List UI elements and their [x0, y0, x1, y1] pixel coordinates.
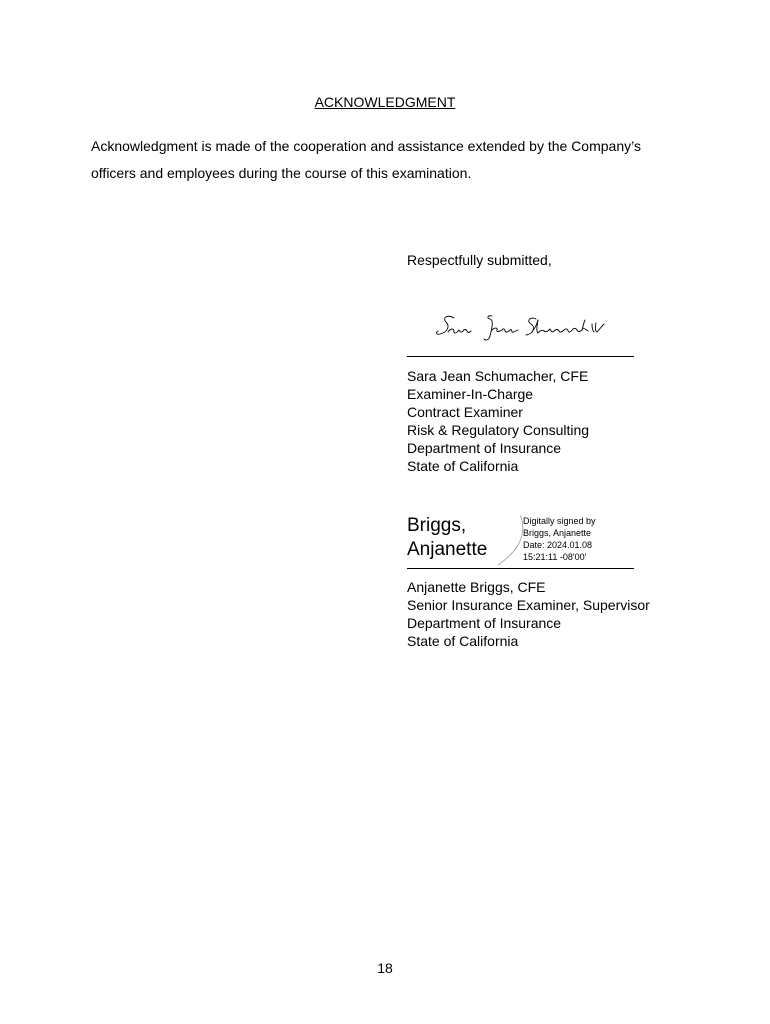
- digital-signature-name: [407, 514, 487, 562]
- acknowledgment-paragraph: [91, 133, 711, 187]
- heading-text: ACKNOWLEDGMENT: [314, 94, 456, 110]
- signer-1-name: Sara Jean Schumacher, CFE: [407, 368, 589, 384]
- closing-text: Respectfully submitted,: [407, 252, 552, 268]
- digital-signature-name-line-2: Anjanette: [407, 539, 488, 560]
- page-heading: [0, 94, 770, 110]
- signer-1-firm: Risk & Regulatory Consulting: [407, 422, 590, 438]
- page-number: 18: [377, 960, 393, 976]
- paragraph-line-1: Acknowledgment is made of the cooperation and assistance extended by the Company’s: [91, 138, 641, 154]
- signer-2-title: Senior Insurance Examiner, Supervisor: [407, 597, 650, 613]
- signature-line-2: [407, 568, 634, 569]
- signer-1-state: State of California: [407, 458, 519, 474]
- signer-2-department: Department of Insurance: [407, 615, 562, 631]
- signer-1-title: Examiner-In-Charge: [407, 386, 534, 402]
- digital-signature-name-line-1: Briggs,: [407, 515, 467, 536]
- signer-2-block: [407, 578, 650, 650]
- signer-2-name: Anjanette Briggs, CFE: [407, 579, 546, 595]
- signature-line-1: [407, 356, 634, 357]
- digital-signature-detail-line: 15:21:11 -08'00': [523, 552, 587, 562]
- digital-signature-detail-line: Date: 2024.01.08: [523, 540, 593, 550]
- handwritten-signature: [432, 306, 612, 346]
- digital-signature-detail-line: Briggs, Anjanette: [523, 528, 592, 538]
- signer-1-role: Contract Examiner: [407, 404, 523, 420]
- digital-signature-detail-line: Digitally signed by: [523, 516, 596, 526]
- signer-2-state: State of California: [407, 633, 519, 649]
- digital-signature-details: [523, 515, 596, 563]
- signer-1-block: [407, 367, 589, 475]
- signer-1-department: Department of Insurance: [407, 440, 562, 456]
- paragraph-line-2: officers and employees during the course of this examination.: [91, 165, 472, 181]
